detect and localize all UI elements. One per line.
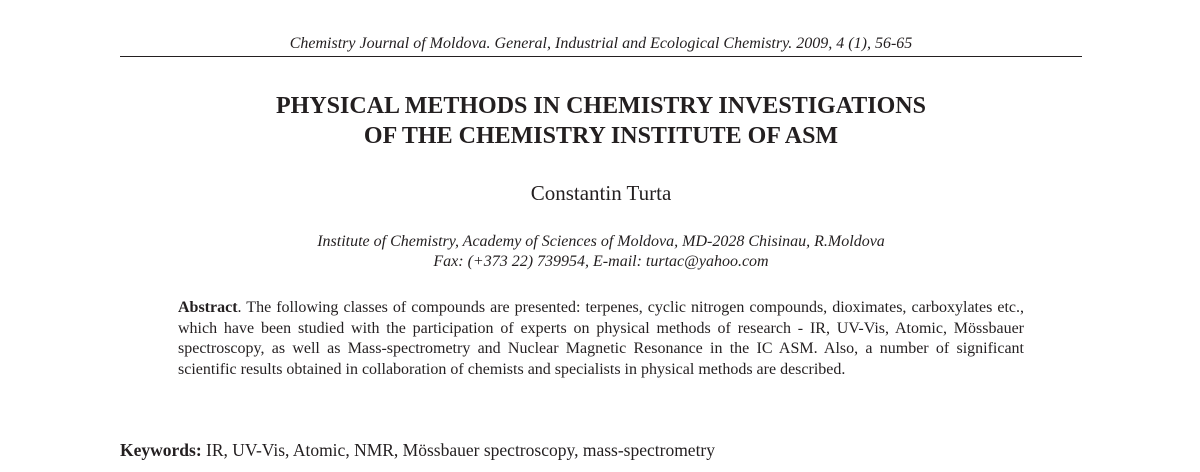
affiliation-contact: Fax: (+373 22) 739954, E-mail: turtac@yahoo.com bbox=[433, 253, 769, 270]
paper-title-line-2: OF THE CHEMISTRY INSTITUTE OF ASM bbox=[363, 123, 839, 149]
author-affiliation bbox=[120, 232, 1082, 272]
keywords bbox=[120, 439, 1082, 461]
abstract-label: Abstract bbox=[178, 299, 238, 316]
abstract-text: . The following classes of compounds are presented: terpenes, cyclic nitrogen compounds, dioximates, carboxylates etc., which have been studied with the participation of experts on physical methods of research - IR, UV-Vis, Atomic, Mössbauer spectroscopy, as well as Mass-spectrometry and Nuclear Magnetic Resonance in the IC ASM. Also, a number of significant scientific results obtained in collaboration of chemists and specialists in physical methods are described. bbox=[178, 299, 1024, 378]
author-name: Constantin Turta bbox=[530, 181, 672, 205]
keywords-text: IR, UV-Vis, Atomic, NMR, Mössbauer spectroscopy, mass-spectrometry bbox=[201, 440, 716, 460]
header-rule bbox=[120, 56, 1082, 57]
paper-title bbox=[120, 91, 1082, 151]
keywords-label: Keywords: bbox=[120, 440, 202, 460]
paper-title-line-1: PHYSICAL METHODS IN CHEMISTRY INVESTIGATIONS bbox=[276, 93, 926, 119]
journal-header: Chemistry Journal of Moldova. General, Industrial and Ecological Chemistry. 2009, 4 (1), 56-65 bbox=[289, 35, 913, 52]
affiliation-institute: Institute of Chemistry, Academy of Sciences of Moldova, MD-2028 Chisinau, R.Moldova bbox=[317, 233, 885, 250]
abstract bbox=[178, 298, 1024, 380]
